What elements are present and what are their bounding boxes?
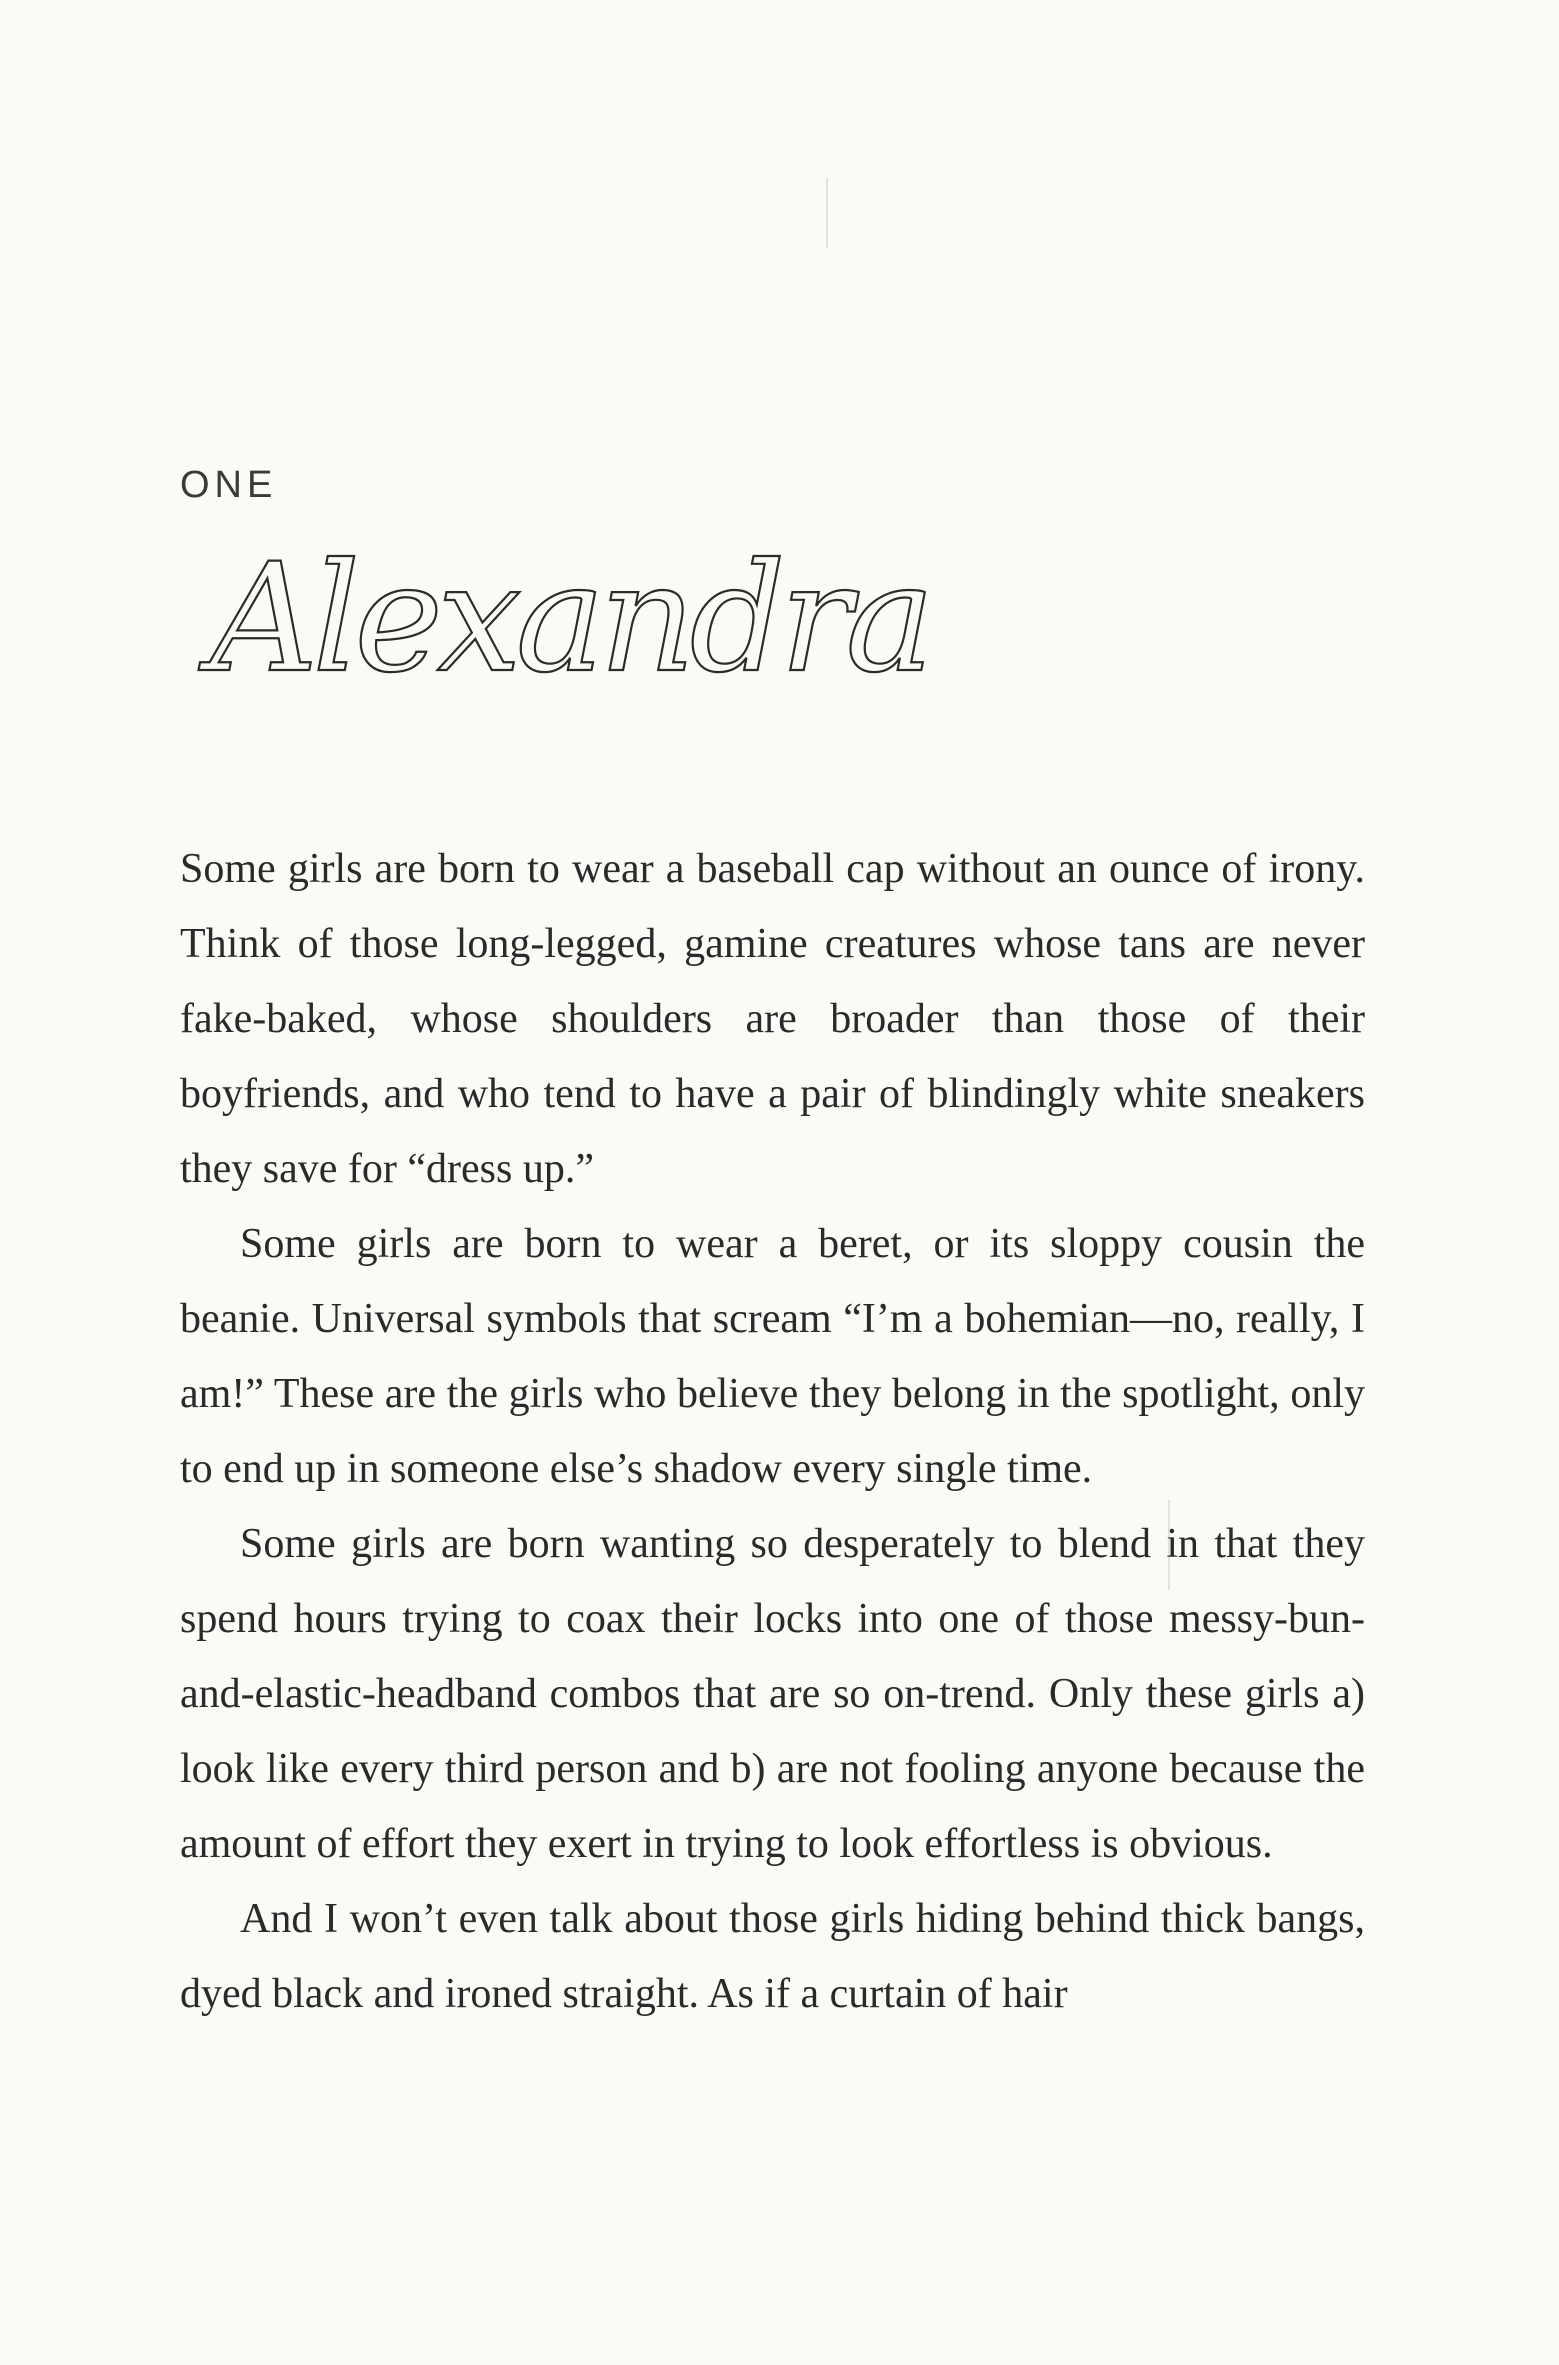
chapter-title-text: Alexandra <box>210 532 929 706</box>
paragraph: Some girls are born wanting so desperately to blend in that they spend hours trying to coax their locks into one of those messy-bun-and-elastic-headband combos that are so on-trend. Only these girls a) look like every third person and b) are not fooling anyone because the amount of effort they exert in trying to look effortless is obvious. <box>180 1521 1365 1867</box>
chapter-title-script <box>210 520 929 710</box>
paragraph: Some girls are born to wear a baseball cap without an ounce of irony. Think of those long-legged, gamine creatures whose tans are never fake-baked, whose shoulders are broader than those of their boyfriends, and who tend to have a pair of blindingly white sneakers they save for “dress up.” <box>180 846 1365 1192</box>
scan-mark <box>826 178 828 248</box>
chapter-body <box>180 832 1365 2032</box>
chapter-title <box>210 520 929 710</box>
paragraph: Some girls are born to wear a beret, or its sloppy cousin the beanie. Universal symbols that scream “I’m a bohemian—no, really, I am!” These are the girls who believe they belong in the spotlight, only to end up in someone else’s shadow every single time. <box>180 1221 1365 1492</box>
chapter-number: ONE <box>180 464 278 506</box>
paragraph: And I won’t even talk about those girls hiding behind thick bangs, dyed black and ironed straight. As if a curtain of hair <box>180 1896 1365 2017</box>
